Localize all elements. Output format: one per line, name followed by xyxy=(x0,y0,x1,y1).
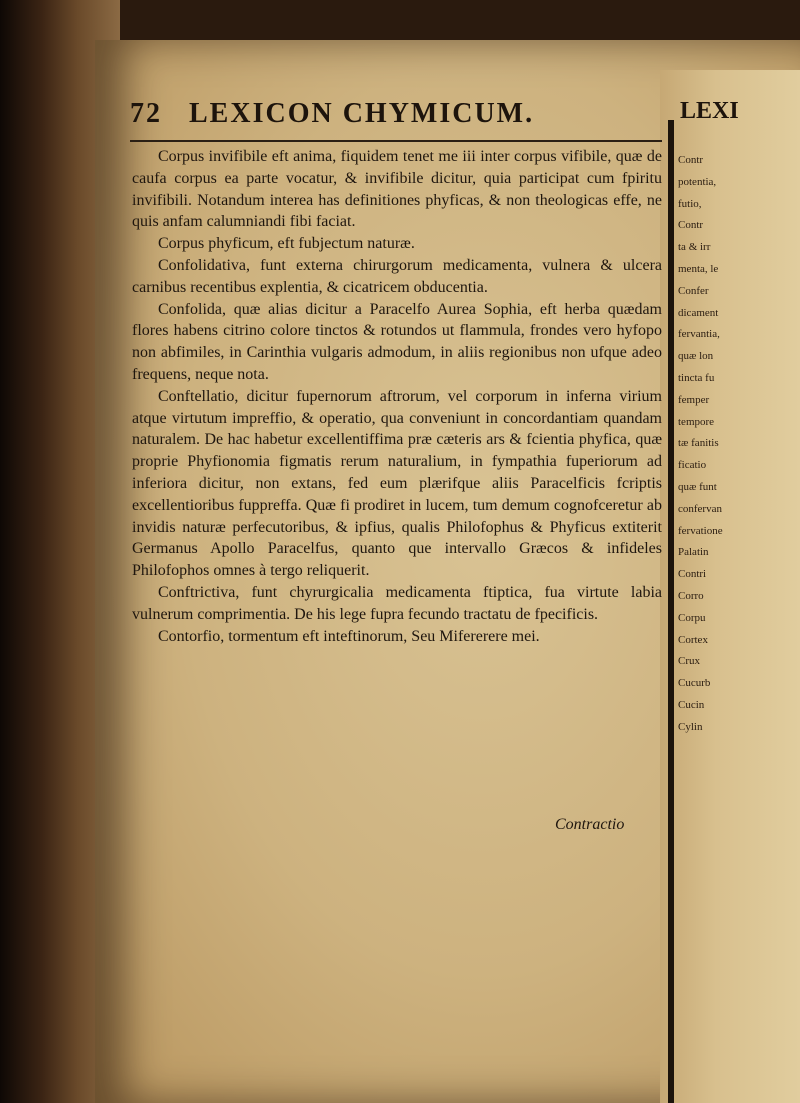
facing-line: ficatio xyxy=(678,459,707,472)
facing-line: fervantia, xyxy=(678,328,720,341)
facing-line: Cortex xyxy=(678,633,708,646)
facing-line: dicament xyxy=(678,306,719,319)
facing-page-fragments xyxy=(678,150,723,739)
facing-line: Contr xyxy=(678,219,704,232)
facing-line: Contri xyxy=(678,568,707,581)
entry-corpus-physicum: Corpus phyficum, eft fubjectum naturæ. xyxy=(158,235,415,253)
facing-page-title: LEXI xyxy=(680,98,739,124)
facing-line: Corpu xyxy=(678,611,706,624)
facing-line: tincta fu xyxy=(678,371,715,384)
facing-line: Corro xyxy=(678,589,704,602)
facing-line: confervan xyxy=(678,502,722,515)
entry-consolidativa: Confolidativa, funt externa chirurgorum medicamenta, vulnera & ulcera carnibus recentibus explentia, & cicatricem obducentia. xyxy=(132,256,662,296)
entry-constrictiva: Conftrictiva, funt chyrurgicalia medicamenta ftiptica, fua virtute labia vulnerum comprimentia. De his lege fupra fecundo tractatu de fpecificis. xyxy=(132,583,662,623)
body-text xyxy=(132,146,662,647)
facing-line: tæ fanitis xyxy=(678,437,719,450)
facing-line: futio, xyxy=(678,197,702,210)
page-gutter xyxy=(668,120,674,1103)
facing-line: Cucurb xyxy=(678,677,711,690)
page-number: 72 xyxy=(130,98,162,129)
facing-line: Cylin xyxy=(678,720,703,733)
facing-line: menta, le xyxy=(678,262,719,275)
running-head xyxy=(130,98,660,138)
facing-line: Crux xyxy=(678,655,700,668)
entry-consolida: Confolida, quæ alias dicitur a Paracelfo Aurea Sophia, eft herba quædam flores habens citrino colore tinctos & rotundos ut flammula, frondes vero hyfopo non abfimiles, in Carinthia vulgaris admodum, in aliis regionibus non ufque adeo frequens, neque nota. xyxy=(132,300,662,383)
facing-line: Contr xyxy=(678,154,704,166)
facing-line: potentia, xyxy=(678,175,717,188)
header-rule xyxy=(130,140,662,142)
facing-line: Palatin xyxy=(678,546,709,559)
facing-line: quæ funt xyxy=(678,480,717,493)
facing-line: femper xyxy=(678,393,710,406)
entry-constellatio: Conftellatio, dicitur fupernorum aftrorum, vel corporum in inferna virium atque virtutum impreffio, & operatio, qua conveniunt in concordantiam quandam naturalem. De hac habetur excellentiffima præ cæteris ars & fcientia phyfica, quæ proprie Phyfionomia figmatis rerum naturalium, in fympathia fuperiorum ad inferiora dicitur, non extans, fed eum plærifque aliis Paracelficis fcriptis excellentioribus fuppreffa. Quæ fi prodiret in lucem, tum demum cognofceretur ab invidis naturæ perfecutoribus, & ipfius, qualis Philofophus & Phyficus extiterit Germanus Apollo Paracelfus, quanto que intervallo Græcos & infideles Philofophos omnes à tergo reliquerit. xyxy=(132,387,662,580)
facing-line: Cucin xyxy=(678,698,705,711)
catchword: Contractio xyxy=(555,816,625,833)
facing-line: ta & irr xyxy=(678,241,711,254)
facing-line: quæ lon xyxy=(678,350,714,363)
facing-line: Confer xyxy=(678,284,709,297)
page-title: LEXICON CHYMICUM. xyxy=(189,98,535,129)
entry-corpus-invisibile: Corpus invifibile eft anima, fiquidem tenet me iii inter corpus vifibile, quæ de caufa corpus ea parte vocatur, & invifibile dicitur, quia participat cum fpiritu invifibili. Notandum interea has definitiones phyficas, & non theologicas effe, ne quis anfam calumniandi fibi faciat. xyxy=(132,148,662,231)
facing-line: tempore xyxy=(678,415,715,428)
facing-line: fervatione xyxy=(678,524,723,537)
entry-contorsio: Contorfio, tormentum eft inteftinorum, Seu Mifererere mei. xyxy=(158,627,540,645)
